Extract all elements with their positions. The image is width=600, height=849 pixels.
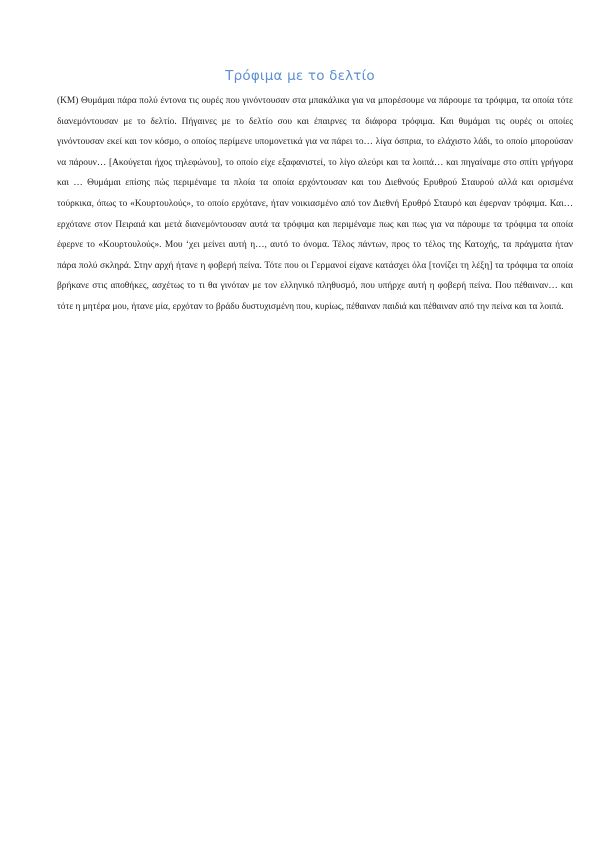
document-title: Τρόφιμα με το δελτίο — [225, 68, 375, 84]
document-body: (ΚΜ) Θυμάμαι πάρα πολύ έντονα τις ουρές που γινόντουσαν στα μπακάλικα για να μπορέσουμε να πάρουμε τα τρόφιμα, τα οποία τότε διανεμόντουσαν με το δελτίο. Πήγαινες με το δελτίο σου και έπαιρνες τα διάφορα τρόφιμα. Και θυμάμαι τις ουρές οι οποίες γινόντουσαν εκεί και τον κόσμο, ο οποίος περίμενε υπομονετικά για να πάρει το… λίγα όσπρια, το ελάχιστο λάδι, το οποίο μπορούσαν να πάρουν… [Ακούγεται ήχος τηλεφώνου], το οποίο είχε εξαφανιστεί, το λίγο αλεύρι και τα λοιπά… και πηγαίναμε στο σπίτι γρήγορα και … Θυμάμαι επίσης πώς περιμέναμε τα πλοία τα οποία ερχόντουσαν και του Διεθνούς Ερυθρού Σταυρού αλλά και ορισμένα τούρκικα, όπως το «Κουρτουλούς», το οποίο ερχότανε, ήταν νοικιασμένο από τον Διεθνή Ερυθρό Σταυρό και έφερναν τρόφιμα. Και… ερχότανε στον Πειραιά και μετά διανεμόντουσαν αυτά τα τρόφιμα και περιμέναμε πως και πως για να πάρουμε τα τρόφιμα τα οποία έφερνε το «Κουρτουλούς». Μου ‘χει μείνει αυτή η…, αυτό το όνομα. Τέλος πάντων, προς το τέλος της Κατοχής, τα πράγματα ήταν πάρα πολύ σκληρά. Στην αρχή ήτανε η φοβερή πείνα. Τότε που οι Γερμανοί είχανε κατάσχει όλα [τονίζει τη λέξη] τα τρόφιμα τα οποία βρήκανε στις αποθήκες, ασχέτως το τι θα γινόταν με τον ελληνικό πληθυσμό, που υπήρχε αυτή η φοβερή πείνα. Που πέθαιναν… και τότε η μητέρα μου, ήτανε μία, ερχόταν το βράδυ δυστυχισμένη που, κυρίως, πέθαιναν παιδιά και πέθαιναν από την πείνα και τα λοιπά. — [57, 96, 573, 312]
